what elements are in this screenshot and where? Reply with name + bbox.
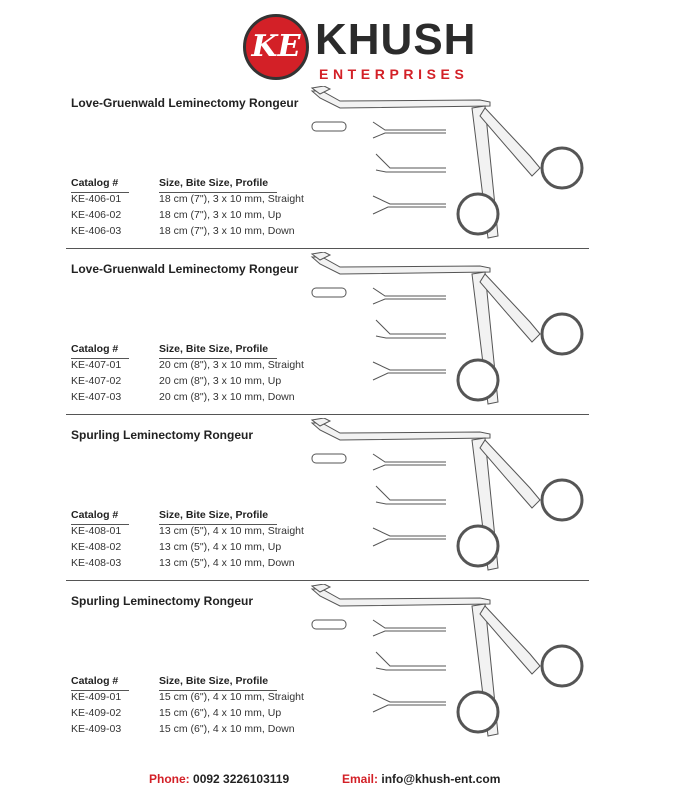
brand-logo xyxy=(243,14,477,84)
header-size: Size, Bite Size, Profile xyxy=(159,343,269,355)
catalog-number: KE-409-03 xyxy=(71,723,122,735)
rongeur-illustration xyxy=(300,418,600,578)
catalog-number: KE-406-01 xyxy=(71,193,122,205)
header-catalog: Catalog # xyxy=(71,343,119,355)
section-divider xyxy=(66,414,589,415)
size-profile: 15 cm (6"), 4 x 10 mm, Straight xyxy=(159,691,304,703)
header-size: Size, Bite Size, Profile xyxy=(159,177,269,189)
rongeur-illustration xyxy=(300,86,600,246)
rongeur-illustration xyxy=(300,252,600,412)
section-title: Love-Gruenwald Leminectomy Rongeur xyxy=(71,262,299,276)
section-title: Spurling Leminectomy Rongeur xyxy=(71,594,254,608)
catalog-number: KE-409-02 xyxy=(71,707,122,719)
catalog-number: KE-409-01 xyxy=(71,691,122,703)
section-divider xyxy=(66,248,589,249)
product-section xyxy=(0,594,689,759)
size-profile: 15 cm (6"), 4 x 10 mm, Up xyxy=(159,707,282,719)
header-catalog: Catalog # xyxy=(71,675,119,687)
catalog-number: KE-406-02 xyxy=(71,209,122,221)
size-profile: 13 cm (5"), 4 x 10 mm, Straight xyxy=(159,525,304,537)
section-title: Spurling Leminectomy Rongeur xyxy=(71,428,254,442)
header-catalog: Catalog # xyxy=(71,509,119,521)
brand-subtitle: ENTERPRISES xyxy=(319,66,469,82)
product-section xyxy=(0,262,689,427)
catalog-number: KE-408-03 xyxy=(71,557,122,569)
product-section xyxy=(0,428,689,593)
catalog-number: KE-407-02 xyxy=(71,375,122,387)
section-title: Love-Gruenwald Leminectomy Rongeur xyxy=(71,96,299,110)
size-profile: 18 cm (7"), 3 x 10 mm, Down xyxy=(159,225,295,237)
size-profile: 20 cm (8"), 3 x 10 mm, Straight xyxy=(159,359,304,371)
footer-phone xyxy=(149,772,289,786)
brand-name: KHUSH xyxy=(315,15,477,64)
size-profile: 20 cm (8"), 3 x 10 mm, Down xyxy=(159,391,295,403)
size-profile: 15 cm (6"), 4 x 10 mm, Down xyxy=(159,723,295,735)
catalog-number: KE-406-03 xyxy=(71,225,122,237)
size-profile: 20 cm (8"), 3 x 10 mm, Up xyxy=(159,375,282,387)
catalog-number: KE-407-01 xyxy=(71,359,122,371)
email-address[interactable]: info@khush-ent.com xyxy=(381,772,501,786)
catalog-number: KE-408-02 xyxy=(71,541,122,553)
phone-label: Phone: xyxy=(149,772,190,786)
size-profile: 18 cm (7"), 3 x 10 mm, Up xyxy=(159,209,282,221)
size-profile: 13 cm (5"), 4 x 10 mm, Up xyxy=(159,541,282,553)
footer-email xyxy=(342,772,500,786)
header-size: Size, Bite Size, Profile xyxy=(159,509,269,521)
catalog-number: KE-408-01 xyxy=(71,525,122,537)
catalog-number: KE-407-03 xyxy=(71,391,122,403)
header-size: Size, Bite Size, Profile xyxy=(159,675,269,687)
rongeur-illustration xyxy=(300,584,600,744)
size-profile: 18 cm (7"), 3 x 10 mm, Straight xyxy=(159,193,304,205)
header-catalog: Catalog # xyxy=(71,177,119,189)
size-profile: 13 cm (5"), 4 x 10 mm, Down xyxy=(159,557,295,569)
product-section xyxy=(0,96,689,261)
phone-number[interactable]: 0092 3226103119 xyxy=(193,772,290,786)
email-label: Email: xyxy=(342,772,379,786)
section-divider xyxy=(66,580,589,581)
logo-monogram: KE xyxy=(251,29,301,64)
